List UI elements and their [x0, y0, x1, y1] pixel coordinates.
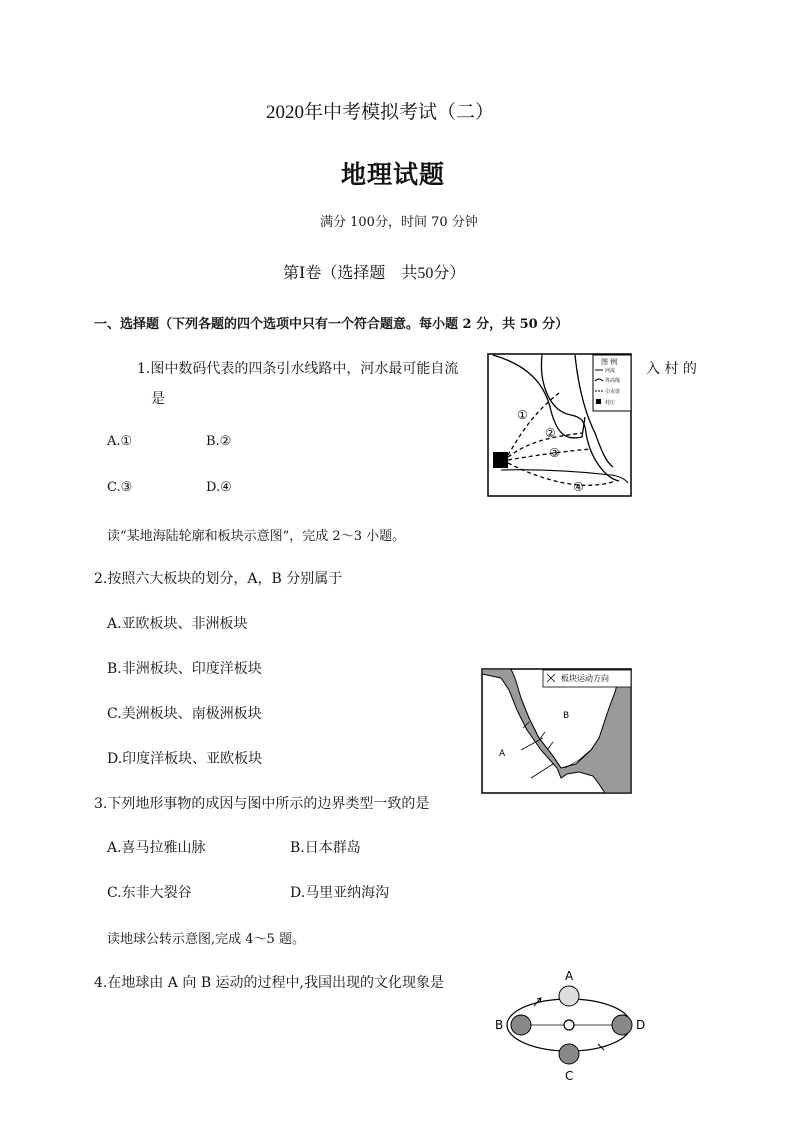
orbit-label-a: A — [565, 969, 574, 983]
volume-title: 第Ⅰ卷（选择题 共50分） — [283, 265, 466, 282]
q4-stem: 4.在地球由 A 向 B 运动的过程中,我国出现的文化现象是 — [94, 975, 445, 991]
q1-stem-end: 是 — [151, 391, 165, 407]
plate-label-a: A — [499, 749, 506, 759]
q1-option-d[interactable]: D.④ — [206, 480, 232, 495]
q4-orbit-diagram — [490, 966, 650, 1084]
q2-option-a[interactable]: A.亚欧板块、非洲板块 — [107, 616, 248, 632]
orbit-label-b: B — [495, 1018, 504, 1032]
q2-stem: 2.按照六大板块的划分，A，B 分别属于 — [94, 571, 343, 587]
q2-option-b[interactable]: B.非洲板块、印度洋板块 — [107, 661, 262, 677]
score-time: 满分 100分，时间 70 分钟 — [320, 215, 478, 230]
legend-contour: 等高线 — [605, 378, 621, 384]
route-label-3: ③ — [549, 446, 560, 460]
section-heading: 一、选择题（下列各题的四个选项中只有一个符合题意。每小题 2 分，共 50 分） — [94, 317, 569, 332]
route-label-4: ④ — [573, 480, 584, 494]
legend-village: 村庄 — [605, 400, 616, 406]
route-label-2: ② — [545, 426, 556, 440]
q1-option-a[interactable]: A.① — [107, 434, 133, 449]
q3-option-d[interactable]: D.马里亚纳海沟 — [290, 885, 390, 901]
orbit-label-d: D — [636, 1018, 646, 1032]
legend-canal: 引水渠 — [605, 389, 621, 395]
q2-option-c[interactable]: C.美洲板块、南极洲板块 — [107, 706, 262, 722]
legend-title: 图 例 — [601, 358, 618, 366]
q1-stem: 1.图中数码代表的四条引水线路中，河水最可能自流 — [137, 361, 459, 377]
route-label-1: ① — [517, 408, 528, 422]
intro-q2-3: 读“某地海陆轮廓和板块示意图”，完成 2～3 小题。 — [107, 529, 406, 544]
q2-plate-map — [481, 668, 633, 795]
orbit-label-c: C — [565, 1069, 574, 1083]
q1-option-c[interactable]: C.③ — [107, 480, 133, 495]
plate-label-b: B — [563, 711, 570, 721]
q3-option-c[interactable]: C.东非大裂谷 — [107, 885, 192, 901]
q3-option-b[interactable]: B.日本群岛 — [290, 840, 361, 856]
q1-option-b[interactable]: B.② — [206, 434, 232, 449]
intro-q4-5: 读地球公转示意图,完成 4～5 题。 — [107, 932, 305, 947]
exam-title: 2020年中考模拟考试（二） — [266, 102, 495, 123]
q1-stem-tail: 入 村 的 — [646, 361, 697, 377]
legend-river: 河流 — [605, 368, 616, 374]
q2-option-d[interactable]: D.印度洋板块、亚欧板块 — [107, 751, 263, 767]
plate-legend-text: 板块运动方向 — [561, 674, 609, 683]
subject-title: 地理试题 — [341, 160, 446, 189]
q3-option-a[interactable]: A.喜马拉雅山脉 — [107, 840, 206, 856]
q3-stem: 3.下列地形事物的成因与图中所示的边界类型一致的是 — [94, 796, 430, 812]
q1-contour-map — [487, 353, 633, 498]
